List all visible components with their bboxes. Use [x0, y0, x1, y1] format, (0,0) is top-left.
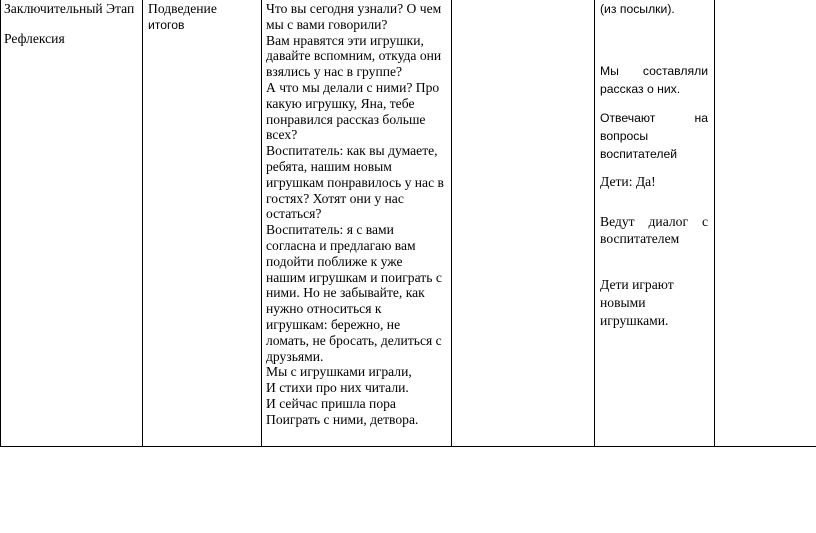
teacher-text-line: игрушкам понравилось у нас в — [266, 174, 444, 190]
column-divider-2 — [261, 0, 262, 447]
teacher-text-line: ломать, не бросать, делиться с — [266, 332, 442, 348]
stage-subtitle: Рефлексия — [4, 31, 65, 46]
column-divider-1 — [142, 0, 143, 447]
teacher-text-line: Воспитатель: я с вами — [266, 222, 394, 238]
table-border-left — [0, 0, 1, 447]
children-text-2a: Мы составляли — [600, 63, 708, 78]
teacher-text-line: давайте вспомним, откуда они — [266, 48, 442, 64]
teacher-text-line: игрушкам: бережно, не — [266, 316, 401, 332]
column-divider-3 — [451, 0, 452, 447]
task-line-2: итогов — [148, 18, 185, 32]
children-text-1: (из посылки). — [600, 2, 675, 16]
stage-title: Заключительный Этап — [4, 1, 135, 16]
teacher-text-line: мы с вами говорили? — [266, 16, 388, 32]
teacher-text-line: всех? — [266, 127, 298, 143]
stage-cell — [4, 1, 140, 47]
teacher-text-line: Вам нравятся эти игрушки, — [266, 32, 424, 48]
children-text-6c: игрушками. — [600, 312, 669, 328]
children-text-6a: Дети играют — [600, 277, 674, 293]
children-text-5b: воспитателем — [600, 231, 680, 247]
teacher-text-line: Воспитатель: как вы думаете, — [266, 143, 438, 159]
children-text-2b: рассказ о них. — [600, 81, 681, 96]
task-line-1: Подведение — [148, 1, 217, 16]
teacher-text-line: понравился рассказ больше — [266, 111, 426, 127]
children-text-6b: новыми — [600, 294, 646, 310]
teacher-text-line: нашим игрушкам и поиграть с — [266, 269, 442, 285]
teacher-text-line: согласна и предлагаю вам — [266, 237, 416, 253]
teacher-activity-cell — [266, 1, 449, 428]
teacher-text-line: А что мы делали с ними? Про — [266, 79, 440, 95]
teacher-text-line: ребята, нашим новым — [266, 158, 392, 174]
teacher-text-line: ними. Но не забывайте, как — [266, 285, 425, 301]
teacher-text-line: какую игрушку, Яна, тебе — [266, 95, 415, 111]
teacher-text-line: подойти поближе к уже — [266, 253, 403, 269]
teacher-text-line: гостях? Хотят они у нас — [266, 190, 404, 206]
teacher-text-line: Мы с игрушками играли, — [266, 364, 412, 380]
column-divider-5 — [714, 0, 715, 447]
teacher-text-line: И стихи про них читали. — [266, 380, 409, 396]
children-text-3a: Отвечают на — [600, 111, 708, 126]
task-cell — [148, 1, 258, 33]
teacher-text-line: нужно относиться к — [266, 301, 382, 317]
column-divider-4 — [594, 0, 595, 447]
children-text-3b: вопросы — [600, 129, 649, 144]
children-text-4: Дети: Да! — [600, 173, 656, 189]
teacher-text-line: остаться? — [266, 206, 322, 222]
teacher-text-line: друзьями. — [266, 348, 324, 364]
children-activity-cell — [600, 1, 708, 330]
children-text-3c: воспитателей — [600, 146, 678, 161]
teacher-text-line: Поиграть с ними, детвора. — [266, 411, 419, 427]
table-border-bottom — [0, 446, 816, 447]
teacher-text-line: И сейчас пришла пора — [266, 395, 396, 411]
teacher-text-line: Что вы сегодня узнали? О чем — [266, 1, 442, 16]
children-text-5a: Ведут диалог с — [600, 213, 708, 229]
teacher-text-line: взялись у нас в группе? — [266, 64, 403, 80]
